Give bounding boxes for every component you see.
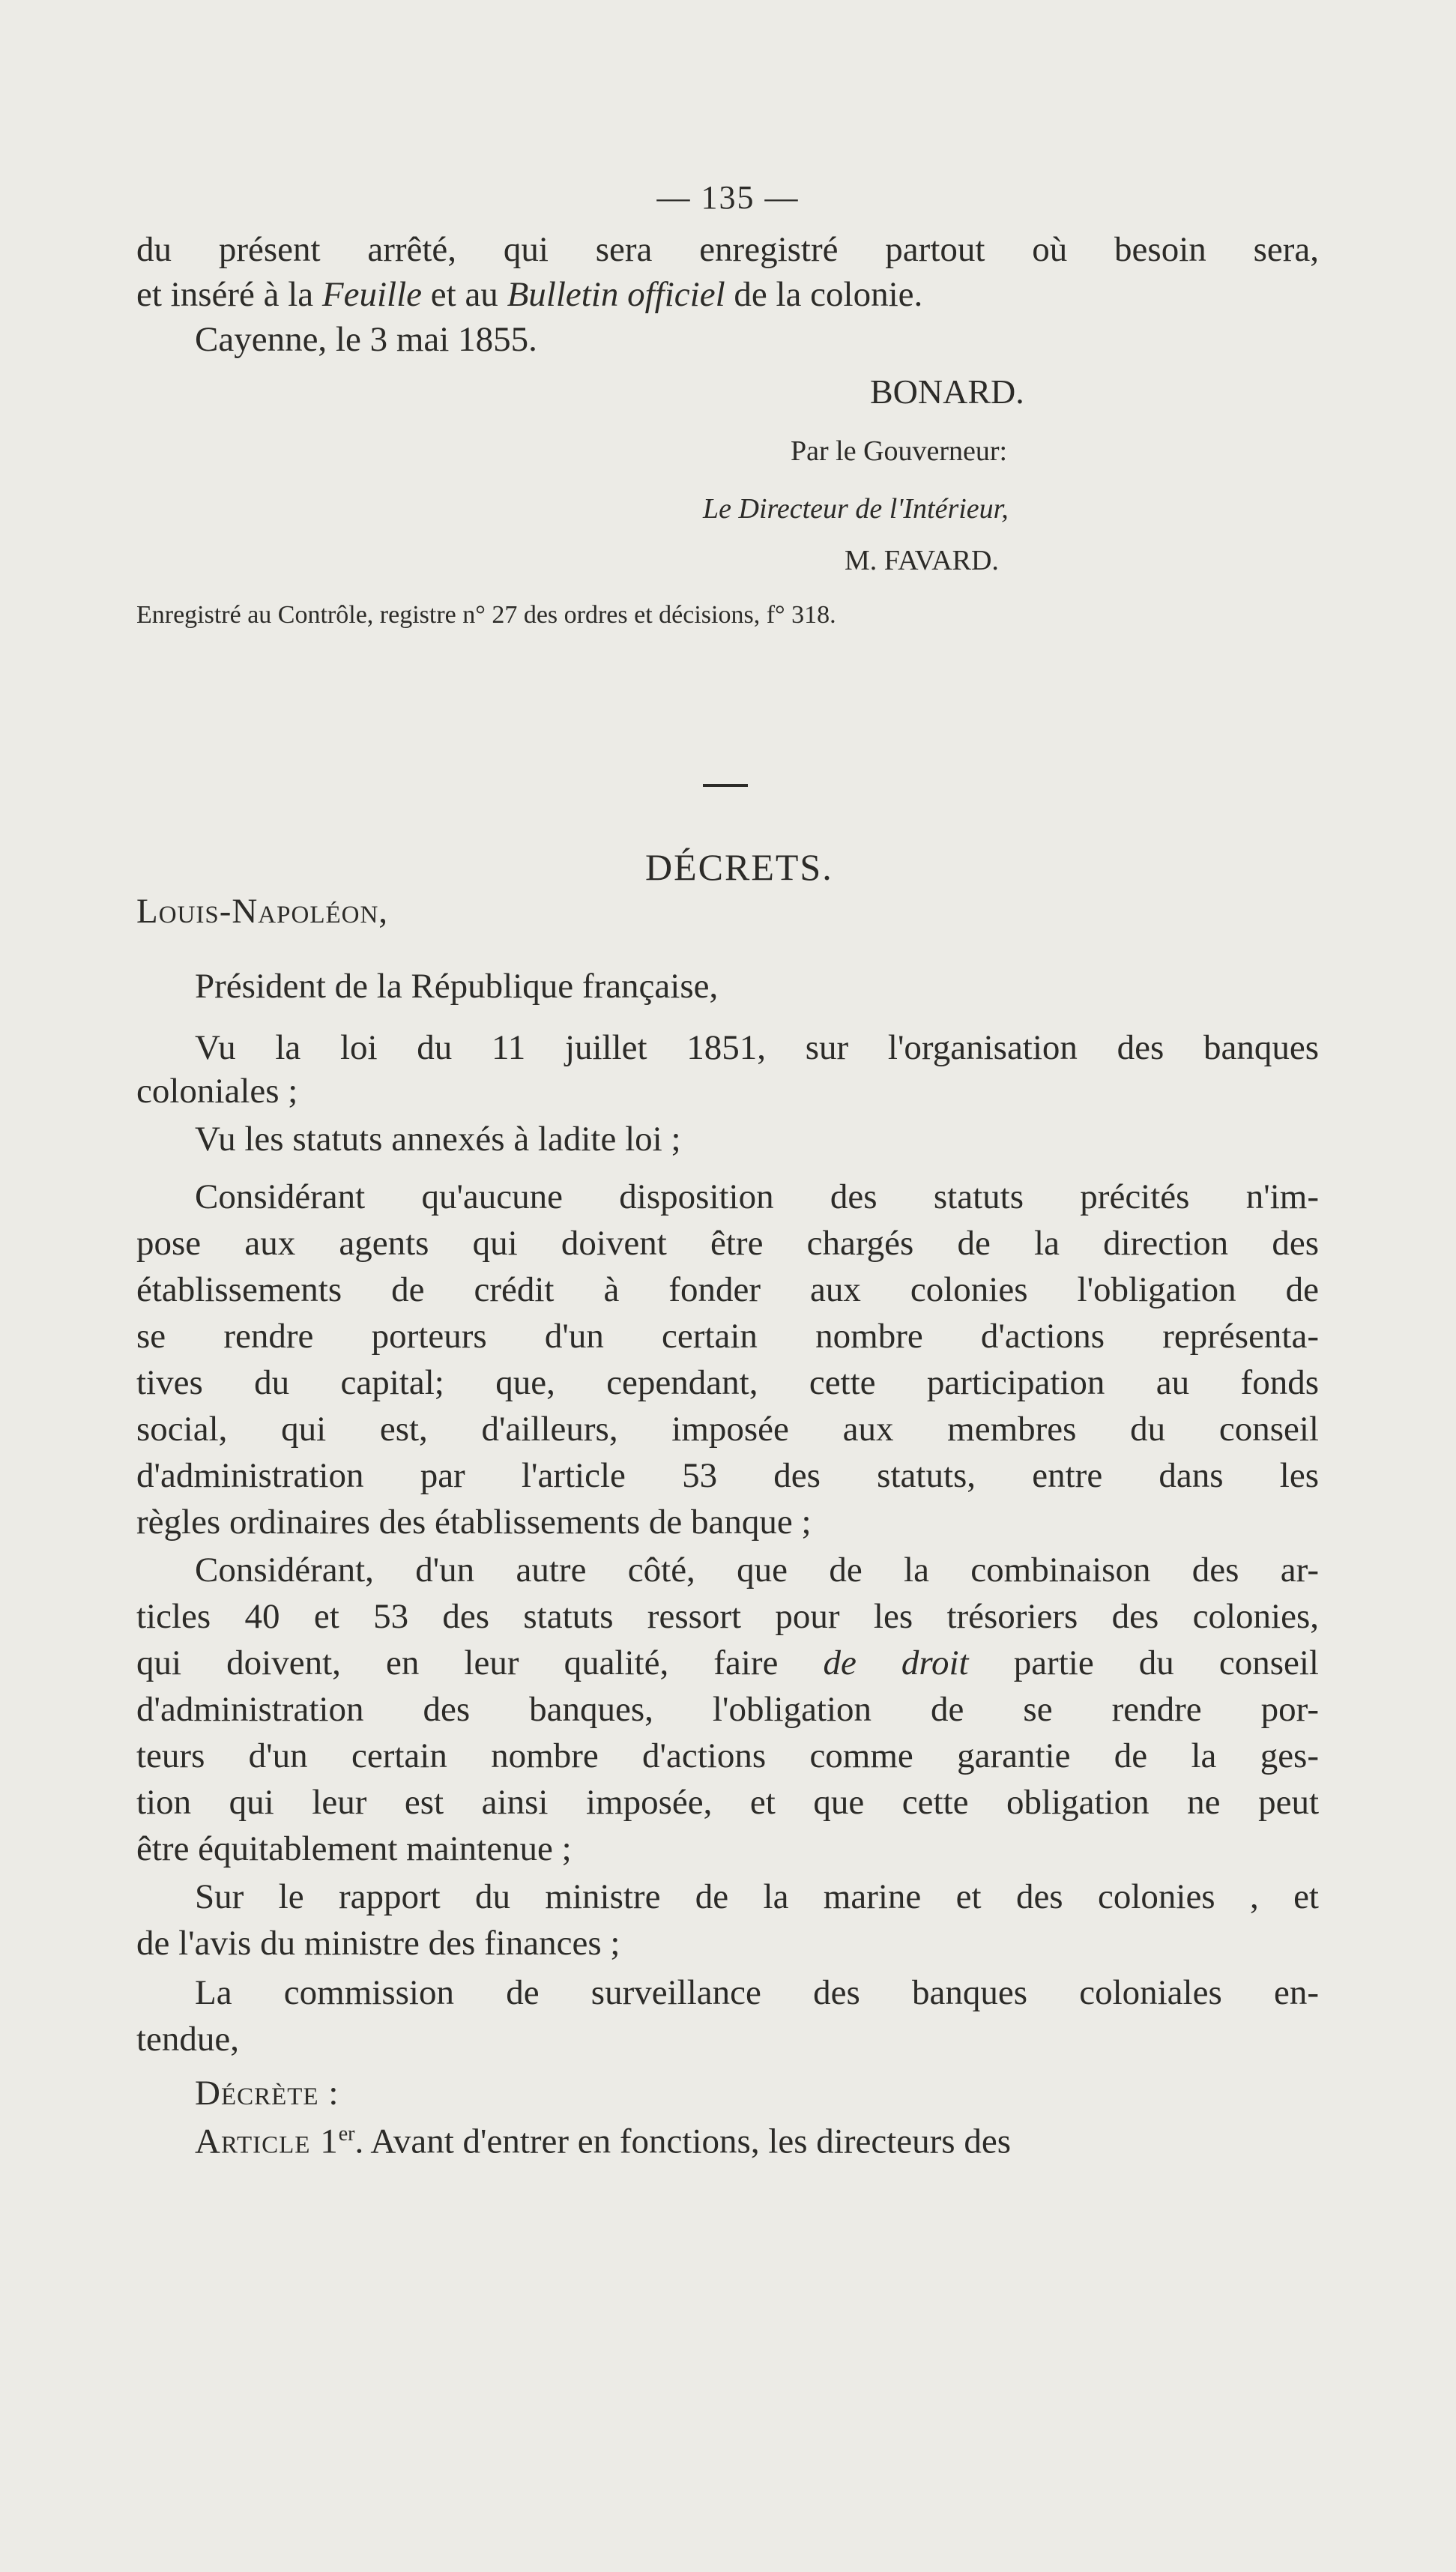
place-date: Cayenne, le 3 mai 1855. (195, 320, 537, 359)
rapport-line-2: de l'avis du ministre des finances ; (136, 1924, 620, 1963)
president-line: Président de la République française, (195, 967, 719, 1006)
section-title: DÉCRETS. (645, 846, 833, 888)
c1-line-1: Considérant qu'aucune disposition des statuts précités n'im- (195, 1177, 1319, 1216)
c1-line-8: règles ordinaires des établissements de banque ; (136, 1503, 812, 1542)
c1-line-2: pose aux agents qui doivent être chargés de la direction des (136, 1224, 1319, 1263)
rapport-line-1: Sur le rapport du ministre de la marine et des colonies , et (195, 1877, 1319, 1916)
c2-line-3: qui doivent, en leur qualité, faire de droit partie du conseil (136, 1643, 1319, 1682)
c1-line-7: d'administration par l'article 53 des statuts, entre dans les (136, 1456, 1319, 1495)
commission-line-2: tendue, (136, 2020, 240, 2059)
directeur-title: Le Directeur de l'Intérieur, (703, 493, 1009, 525)
c2-line-7: être équitablement maintenue ; (136, 1829, 572, 1868)
vu1-line-1: Vu la loi du 11 juillet 1851, sur l'organisation des banques (195, 1028, 1319, 1067)
c2-line-1: Considérant, d'un autre côté, que de la combinaison des ar- (195, 1551, 1319, 1590)
page-number: — 135 — (656, 179, 800, 216)
enregistrement-note: Enregistré au Contrôle, registre n° 27 des ordres et décisions, f° 318. (136, 601, 836, 629)
intro-line-1: du présent arrêté, qui sera enregistré partout où besoin sera, (136, 230, 1319, 269)
decrete-line: Décrète : (195, 2074, 339, 2113)
louis-napoleon: Louis-Napoléon, (136, 892, 389, 931)
intro-line-2: et inséré à la Feuille et au Bulletin officiel de la colonie. (136, 275, 923, 314)
commission-line-1: La commission de surveillance des banques coloniales en- (195, 1973, 1319, 2012)
feuille-title: Feuille (321, 275, 423, 314)
c1-line-4: se rendre porteurs d'un certain nombre d'actions représenta- (136, 1317, 1319, 1356)
c2-line-5: teurs d'un certain nombre d'actions comme garantie de la ges- (136, 1736, 1319, 1775)
de-droit: de droit (823, 1643, 969, 1682)
par-le-gouverneur: Par le Gouverneur: (791, 435, 1008, 467)
bulletin-title: Bulletin officiel (507, 275, 725, 314)
signature-name: BONARD. (870, 372, 1024, 411)
vu1-line-2: coloniales ; (136, 1072, 298, 1111)
vu2-line: Vu les statuts annexés à ladite loi ; (195, 1120, 681, 1159)
directeur-name: M. FAVARD. (845, 545, 999, 576)
c1-line-5: tives du capital; que, cependant, cette participation au fonds (136, 1363, 1319, 1402)
c2-line-4: d'administration des banques, l'obligation de se rendre por- (136, 1690, 1319, 1729)
c1-line-3: établissements de crédit à fonder aux colonies l'obligation de (136, 1270, 1319, 1309)
article-label: Article 1 (195, 2122, 339, 2161)
separator-rule (703, 784, 748, 787)
c1-line-6: social, qui est, d'ailleurs, imposée aux membres du conseil (136, 1410, 1319, 1449)
c2-line-2: ticles 40 et 53 des statuts ressort pour les trésoriers des colonies, (136, 1597, 1319, 1636)
c2-line-6: tion qui leur est ainsi imposée, et que cette obligation ne peut (136, 1783, 1319, 1822)
article-1-line: Article 1er. Avant d'entrer en fonctions, les directeurs des (195, 2122, 1011, 2161)
